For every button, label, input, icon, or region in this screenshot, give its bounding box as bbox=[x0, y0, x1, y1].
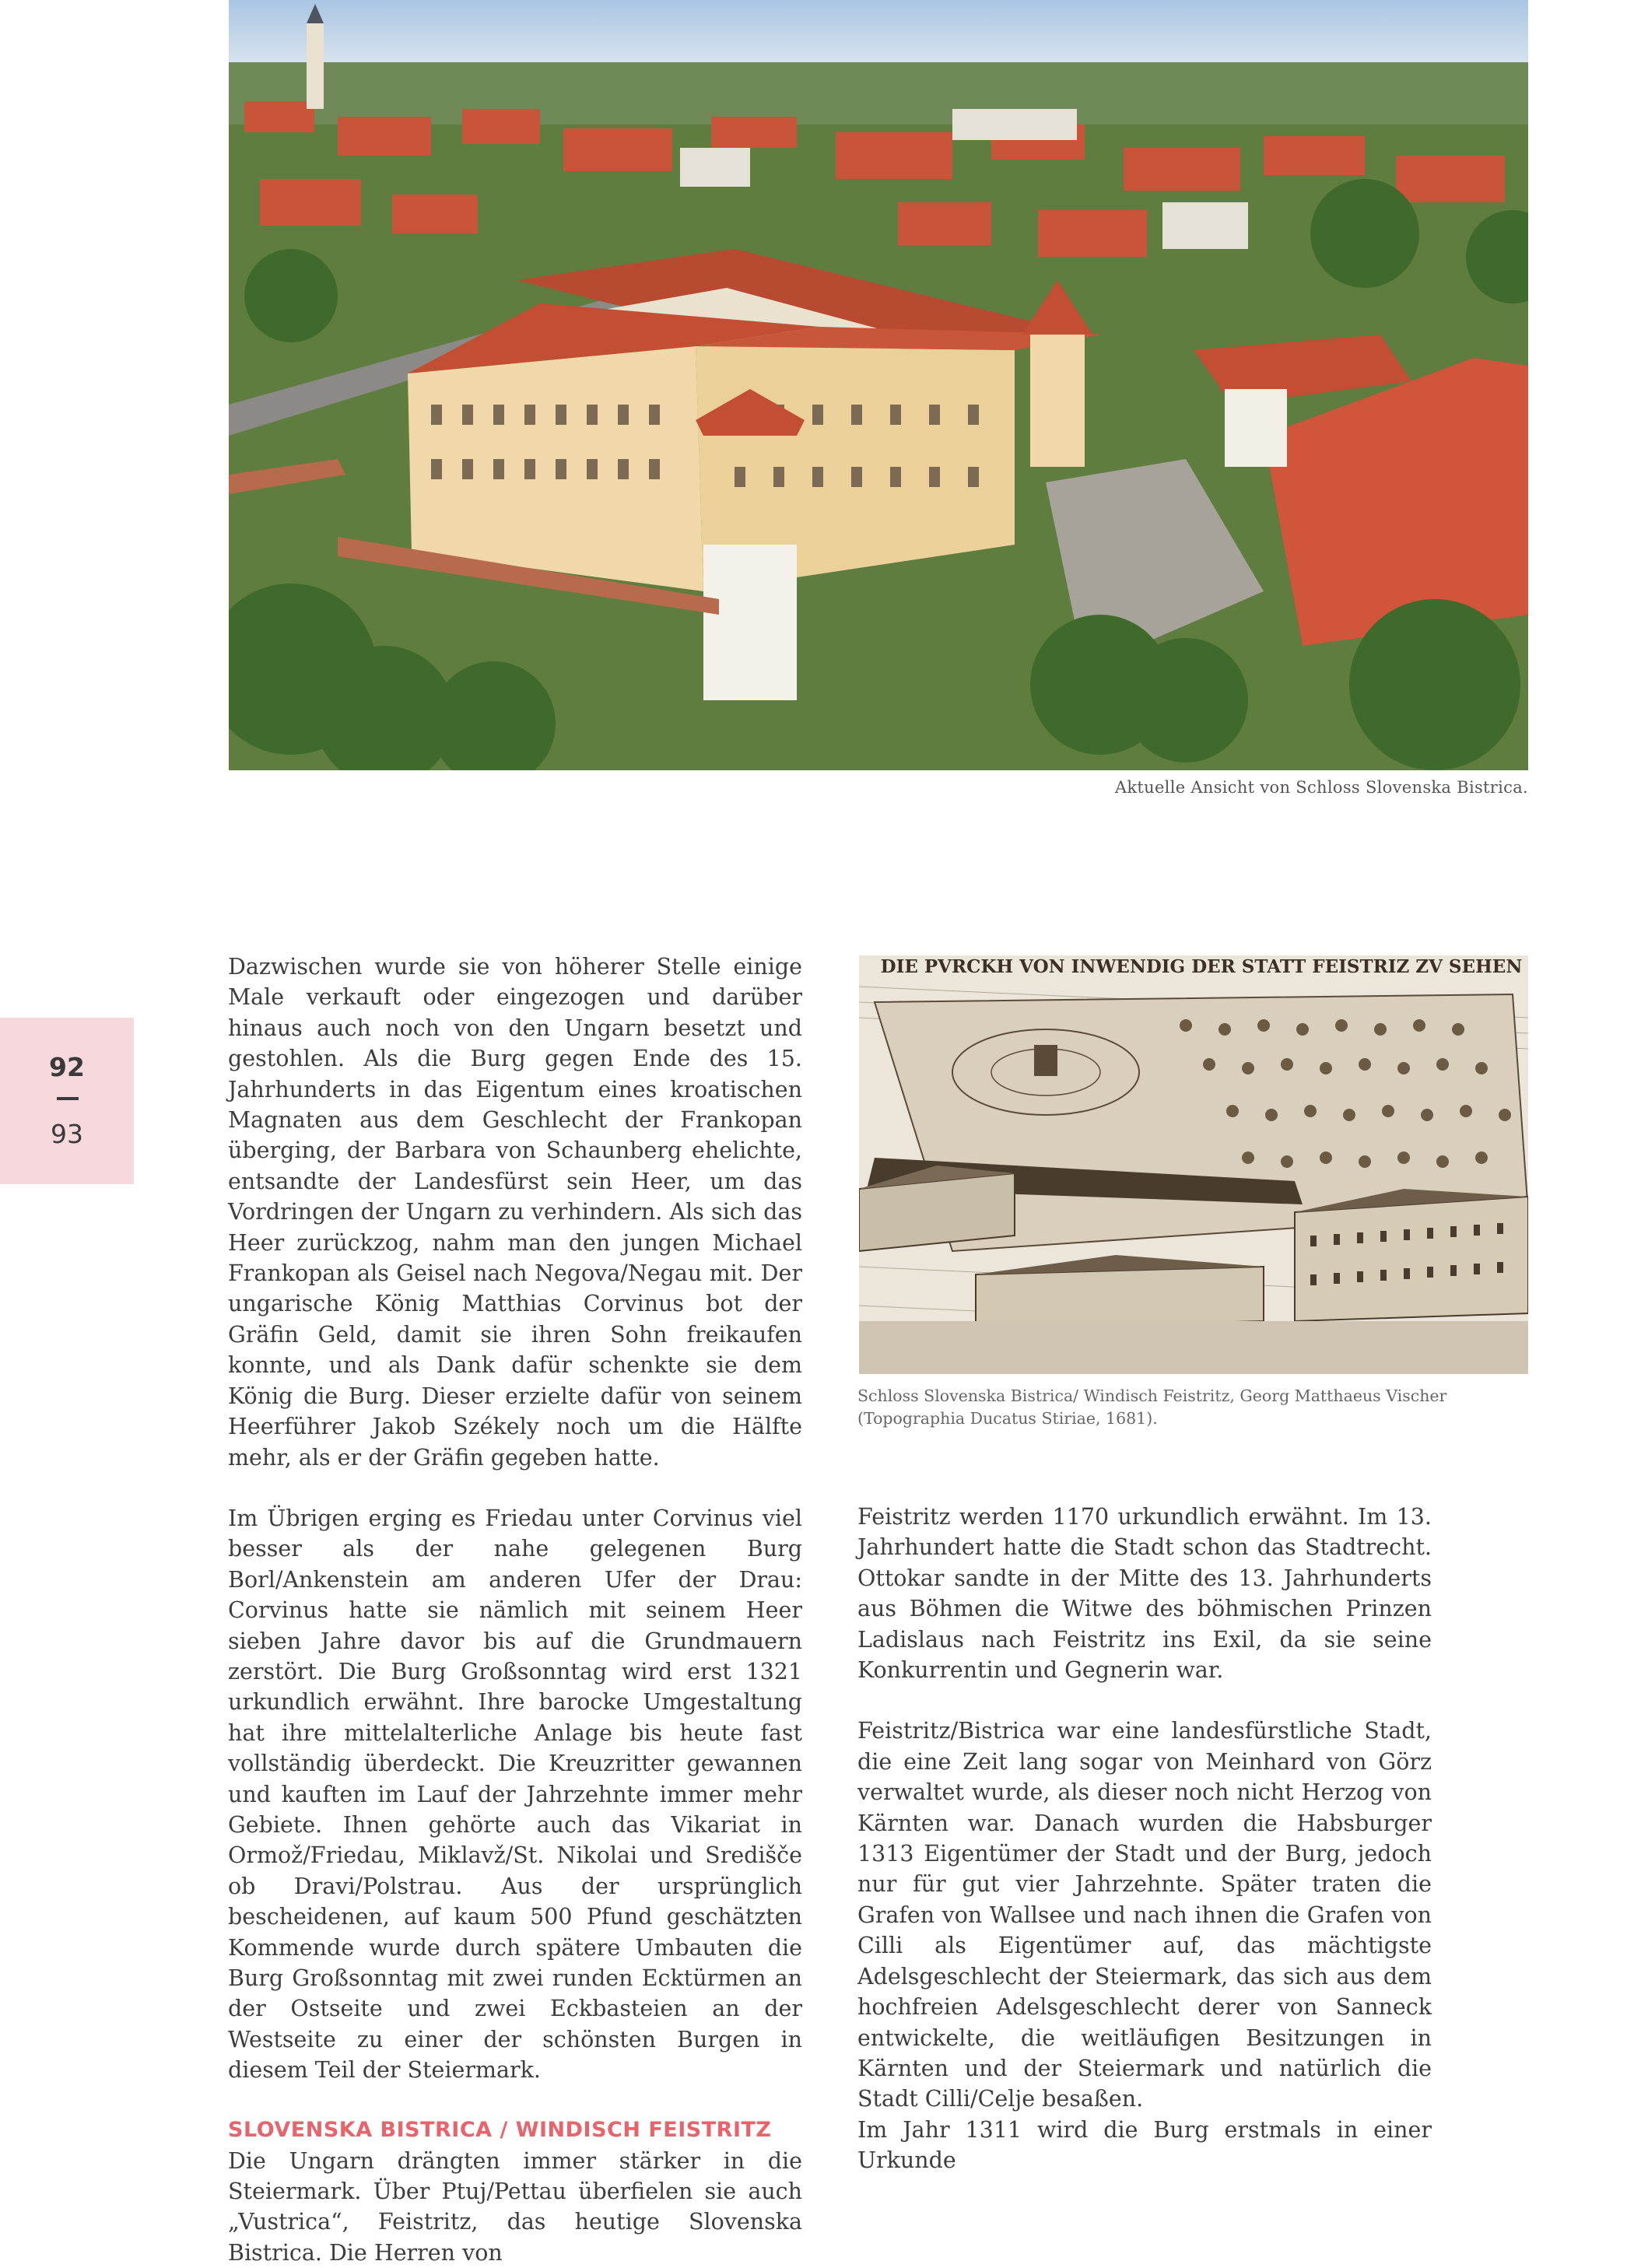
engraving-caption: Schloss Slovenska Bistrica/ Windisch Feistritz, Georg Matthaeus Vischer (Topographia Ducatus Stiriae, 1681). bbox=[857, 1386, 1447, 1428]
paragraph: Die Ungarn drängten immer stärker in die Steiermark. Über Ptuj/Pettau überfielen sie auch „Vustrica“, Feistritz, das heutige Slovenska Bistrica. Die Herren von bbox=[228, 2147, 802, 2266]
left-text-column bbox=[228, 952, 802, 2268]
right-text-column bbox=[857, 1502, 1432, 2176]
page-number-divider bbox=[57, 1097, 79, 1100]
castle-aerial-photo bbox=[229, 0, 1528, 770]
paragraph: Im Jahr 1311 wird die Burg erstmals in einer Urkunde bbox=[857, 2116, 1432, 2174]
page-number-current: 92 bbox=[49, 1052, 85, 1082]
paragraph: Im Übrigen erging es Friedau unter Corvinus viel besser als der nahe gelegenen Burg Borl/Ankenstein am anderen Ufer der Drau: Corvinus hatte sie nämlich mit seinem Heer sieben Jahre davor bis auf die Grundmauern zerstört. Die Burg Großsonntag wird erst 1321 urkundlich erwähnt. Ihre barocke Umgestaltung hat ihre mittelalterliche Anlage bis heute fast vollständig überdeckt. Die Kreuzritter gewannen und kauften im Lauf der Jahrzehnte immer mehr Gebiete. Ihnen gehörte auch das Vikariat in Ormož/Friedau, Miklavž/St. Nikolai und Središče ob Dravi/Polstrau. Aus der ursprünglich bescheidenen, auf kaum 500 Pfund geschätzten Kommende wurde durch spätere Umbauten die Burg Großsonntag mit zwei runden Ecktürmen an der Ostseite und zwei Eckbasteien an der Westseite zu einer der schönsten Burgen in diesem Teil der Steiermark. bbox=[228, 1505, 802, 2084]
page-number-next: 93 bbox=[51, 1119, 83, 1149]
paragraph: Feistritz werden 1170 urkundlich erwähnt. Im 13. Jahrhundert hatte die Stadt schon das Stadtrecht. Ottokar sandte in der Mitte des 13. Jahrhunderts aus Böhmen die Witwe des böhmischen Prinzen Ladislaus nach Feistritz ins Exil, da sie seine Konkurrentin und Gegnerin war. bbox=[857, 1504, 1432, 1684]
paragraph: Dazwischen wurde sie von höherer Stelle einige Male verkauft oder eingezogen und darüber hinaus auch noch von den Ungarn besetzt und gestohlen. Als die Burg gegen Ende des 15. Jahrhunderts in das Eigentum eines kroatischen Magnaten aus dem Geschlecht der Frankopan überging, der Barbara von Schaunberg ehelichte, entsandte der Landesfürst sein Heer, um das Vordringen der Ungarn zu verhindern. Als sich das Heer zurückzog, nahm man den jungen Michael Frankopan als Geisel nach Negova/Negau mit. Der ungarische König Matthias Corvinus bot der Gräfin Geld, damit sie ihren Sohn freikaufen konnte, und als Dank dafür schenkte sie dem König die Burg. Dieser erzielte dafür von seinem Heerführer Jakob Székely noch um die Hälfte mehr, als er der Gräfin gegeben hatte. bbox=[228, 954, 802, 1471]
photo-caption: Aktuelle Ansicht von Schloss Slovenska Bistrica. bbox=[1114, 778, 1528, 797]
section-heading: SLOVENSKA BISTRICA / WINDISCH FEISTRITZ bbox=[228, 2117, 772, 2142]
historical-engraving bbox=[859, 955, 1528, 1374]
paragraph: Feistritz/Bistrica war eine landesfürstliche Stadt, die eine Zeit lang sogar von Meinhard von Görz verwaltet wurde, als dieser noch nicht Herzog von Kärnten war. Danach wurden die Habsburger 1313 Eigentümer der Stadt und der Burg, jedoch nur für gut vier Jahrzehnte. Später traten die Grafen von Wallsee und nach ihnen die Grafen von Cilli als Eigentümer auf, das mächtigste Adelsgeschlecht der Steiermark, das sich aus dem hochfreien Adelsgeschlecht derer von Sanneck entwickelte, die weitläufigen Besitzungen in Kärnten und der Steiermark und natürlich die Stadt Cilli/Celje besaßen. bbox=[857, 1718, 1432, 2112]
page-number-tab bbox=[0, 1018, 134, 1184]
engraving-title: DIE PVRCKH VON INWENDIG DER STATT FEISTRIZ ZV SEHEN bbox=[880, 956, 1523, 977]
